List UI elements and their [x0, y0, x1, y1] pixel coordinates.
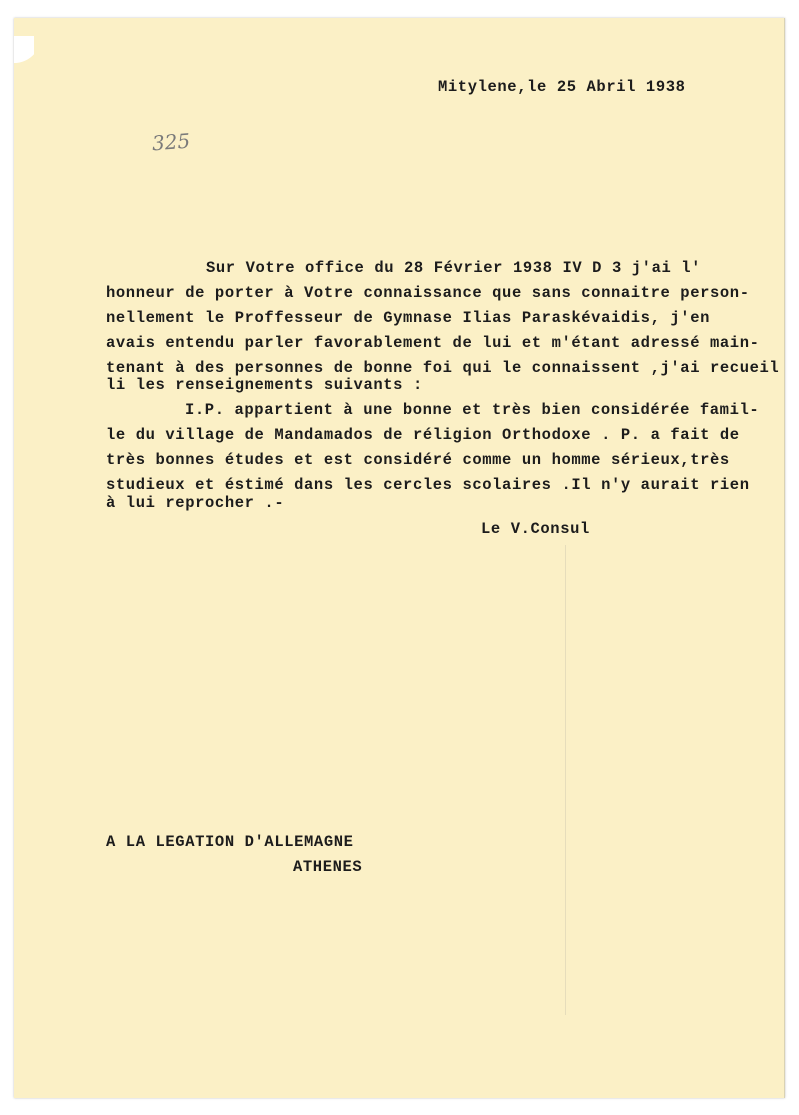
pencil-mark: [565, 545, 596, 1015]
document-page: [14, 18, 785, 1098]
torn-corner: [14, 36, 34, 76]
body-line: li les renseignements suivants :: [106, 376, 423, 394]
body-line: le du village de Mandamados de réligion Orthodoxe . P. a fait de: [106, 426, 740, 444]
signature: Le V.Consul: [481, 520, 590, 538]
body-line: I.P. appartient à une bonne et très bien considérée famil-: [185, 401, 760, 419]
handwritten-number: 325: [151, 128, 191, 156]
addressee-city: ATHENES: [293, 858, 363, 876]
addressee-line: A LA LEGATION D'ALLEMAGNE: [106, 833, 354, 851]
body-line: très bonnes études et est considéré comme un homme sérieux,très: [106, 451, 730, 469]
body-line: Sur Votre office du 28 Février 1938 IV D 3 j'ai l': [206, 259, 702, 277]
body-line: tenant à des personnes de bonne foi qui le connaissent ,j'ai recueil: [106, 359, 780, 377]
body-line: nellement le Proffesseur de Gymnase Ilias Paraskévaidis, j'en: [106, 309, 710, 327]
dateline: Mitylene,le 25 Abril 1938: [438, 78, 686, 96]
body-line: avais entendu parler favorablement de lui et m'étant adressé main-: [106, 334, 760, 352]
body-line: honneur de porter à Votre connaissance que sans connaitre person-: [106, 284, 750, 302]
body-line: studieux et éstimé dans les cercles scolaires .Il n'y aurait rien: [106, 476, 750, 494]
body-line: à lui reprocher .-: [106, 494, 285, 512]
